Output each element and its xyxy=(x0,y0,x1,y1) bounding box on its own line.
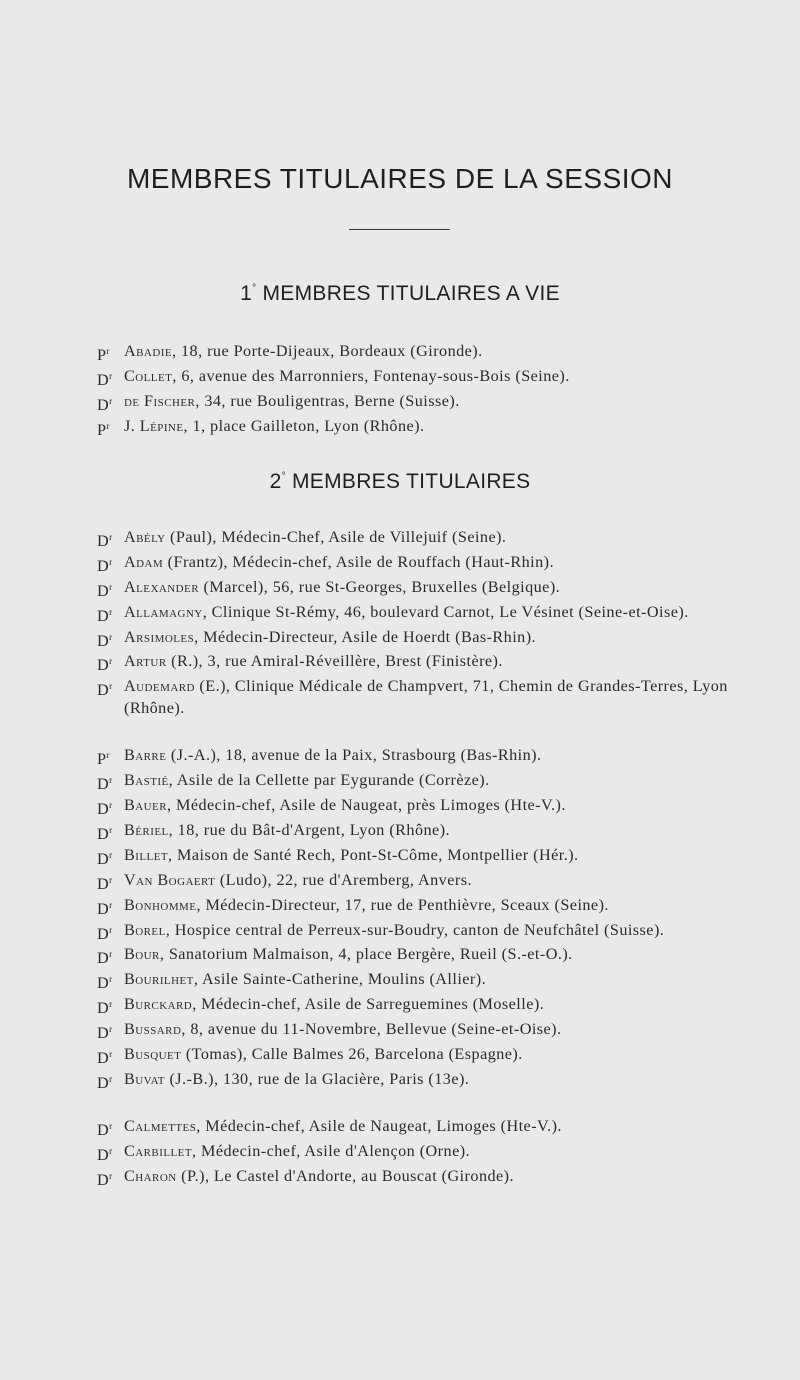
member-entry xyxy=(97,968,737,993)
member-title: $D^r$ xyxy=(97,681,113,700)
member-title: $D^r$ xyxy=(97,999,113,1018)
member-title: $D^r$ xyxy=(97,825,113,844)
member-name: Alexander xyxy=(124,577,200,596)
member-title: $D^r$ xyxy=(97,1024,113,1043)
member-details: (P.), Le Castel d'Andorte, au Bouscat (Gironde). xyxy=(176,1166,515,1185)
member-details: , Hospice central de Perreux-sur-Boudry, canton de Neufchâtel (Suisse). xyxy=(165,920,665,939)
page-title: MEMBRES TITULAIRES DE LA SESSION xyxy=(126,163,674,194)
member-title: $D^r$ xyxy=(97,1170,113,1189)
member-title: $D^r$ xyxy=(97,656,113,675)
section-title-titulaires-a-vie xyxy=(0,282,800,306)
member-details: , 34, rue Bouligentras, Berne (Suisse). xyxy=(195,391,460,410)
member-title: $D^r$ xyxy=(97,606,113,625)
member-entry xyxy=(97,1115,737,1137)
member-title: $D^r$ xyxy=(97,899,113,918)
member-entry xyxy=(97,1043,737,1068)
member-entry xyxy=(97,390,737,412)
member-details: (J.-A.), 18, avenue de la Paix, Strasbourg (Bas-Rhin). xyxy=(166,746,542,765)
member-title: $D^r$ xyxy=(97,1073,113,1092)
member-entry xyxy=(97,819,737,844)
member-entry xyxy=(97,1018,737,1043)
member-name: Carbillet xyxy=(124,1141,193,1160)
member-name: Bour xyxy=(124,945,160,964)
member-details: (Frantz), Médecin-chef, Asile de Rouffach (Haut-Rhin). xyxy=(163,552,554,571)
member-name: Busquet xyxy=(124,1045,182,1064)
member-name: Bonhomme xyxy=(124,895,197,914)
member-title: $D^r$ xyxy=(97,849,113,868)
member-entry xyxy=(97,894,737,916)
member-name: Borel xyxy=(124,920,166,939)
section-title-titulaires xyxy=(0,470,800,494)
member-details: , 1, place Gailleton, Lyon (Rhône). xyxy=(183,416,425,435)
member-name: Arsimoles xyxy=(124,627,195,646)
member-name: Burckard xyxy=(124,995,193,1014)
member-details: , 8, avenue du 11-Novembre, Bellevue (Seine-et-Oise). xyxy=(181,1020,562,1039)
member-name: Billet xyxy=(124,845,169,864)
member-name: Bourilhet xyxy=(124,970,194,989)
section-heading: MEMBRES TITULAIRES xyxy=(292,470,531,493)
member-details: , Médecin-chef, Asile d'Alençon (Orne). xyxy=(192,1141,471,1160)
member-title: $D^r$ xyxy=(97,1049,113,1068)
member-name: Audemard xyxy=(124,677,195,696)
title-divider xyxy=(349,229,450,230)
member-details: (Marcel), 56, rue St-Georges, Bruxelles (Belgique). xyxy=(199,577,561,596)
member-details: , Sanatorium Malmaison, 4, place Bergère, Rueil (S.-et-O.). xyxy=(159,945,573,964)
member-title: $D^r$ xyxy=(97,395,113,414)
member-name: Collet xyxy=(124,366,173,385)
member-title: $D^r$ xyxy=(97,775,113,794)
member-title: $D^r$ xyxy=(97,924,113,943)
member-details: (Paul), Médecin-Chef, Asile de Villejuif (Seine). xyxy=(165,528,507,546)
member-name: Abadie xyxy=(124,342,172,360)
member-entry xyxy=(97,1068,737,1090)
member-entry xyxy=(97,943,737,968)
member-entry xyxy=(97,626,737,648)
member-entry xyxy=(97,744,737,769)
member-name: Barre xyxy=(124,746,167,765)
member-details: , Asile de la Cellette par Eygurande (Corrèze). xyxy=(168,771,490,790)
member-name: J. Lépine xyxy=(124,416,184,435)
member-title: $D^r$ xyxy=(97,800,113,819)
member-title: $D^r$ xyxy=(97,532,113,550)
member-name: Allamagny xyxy=(124,602,203,621)
member-details: (J.-B.), 130, rue de la Glacière, Paris (13e). xyxy=(164,1069,470,1088)
member-details: , Médecin-chef, Asile de Naugeat, Limoges (Hte-V.). xyxy=(196,1116,562,1135)
member-details: , 18, rue du Bât-d'Argent, Lyon (Rhône). xyxy=(168,821,451,840)
member-entry xyxy=(97,526,737,548)
member-title: $D^r$ xyxy=(97,556,113,575)
member-name: Artur xyxy=(124,652,167,671)
member-details: , Médecin-chef, Asile de Naugeat, près Limoges (Hte-V.). xyxy=(167,796,566,815)
member-entry xyxy=(97,919,737,941)
member-entry xyxy=(97,340,737,362)
section-number: 1° xyxy=(240,282,257,305)
member-entry xyxy=(97,844,737,866)
member-details: , 18, rue Porte-Dijeaux, Bordeaux (Gironde). xyxy=(172,342,483,360)
member-entry xyxy=(97,415,737,437)
member-entry xyxy=(97,650,737,675)
member-name: de Fischer xyxy=(124,391,196,410)
section-heading: MEMBRES TITULAIRES A VIE xyxy=(262,282,560,305)
member-entry xyxy=(97,1165,737,1187)
member-title: $D^r$ xyxy=(97,974,113,993)
member-details: , Clinique St-Rémy, 46, boulevard Carnot, Le Vésinet (Seine-et-Oise). xyxy=(202,602,689,621)
member-title: $P^r$ xyxy=(97,346,110,364)
member-title: $D^r$ xyxy=(97,581,113,600)
member-details: , 6, avenue des Marronniers, Fontenay-sous-Bois (Seine). xyxy=(172,366,570,385)
member-name: Calmettes xyxy=(124,1116,197,1135)
member-name: Charon xyxy=(124,1166,177,1185)
member-details: , Médecin-chef, Asile de Sarreguemines (Moselle). xyxy=(192,995,545,1014)
member-details: (E.), Clinique Médicale de Champvert, 71, Chemin de Grandes-Terres, Lyon (Rhône). xyxy=(124,677,728,718)
member-title: $P^r$ xyxy=(97,420,110,439)
member-entry xyxy=(97,993,737,1018)
member-title: $D^r$ xyxy=(97,1120,113,1139)
member-details: , Médecin-Directeur, 17, rue de Penthièvre, Sceaux (Seine). xyxy=(196,895,609,914)
member-entry xyxy=(97,675,737,719)
member-details: (R.), 3, rue Amiral-Réveillère, Brest (Finistère). xyxy=(166,652,503,671)
member-entry xyxy=(97,1140,737,1162)
section-number: 2° xyxy=(269,470,286,493)
members-list-titulaires xyxy=(97,526,737,1190)
member-details: (Ludo), 22, rue d'Aremberg, Anvers. xyxy=(215,870,472,889)
members-list-titulaires-a-vie xyxy=(97,340,737,440)
member-name: Adam xyxy=(124,552,164,571)
member-details: , Médecin-Directeur, Asile de Hoerdt (Bas-Rhin). xyxy=(194,627,537,646)
member-title: $D^r$ xyxy=(97,874,113,893)
member-entry xyxy=(97,601,737,623)
member-entry xyxy=(97,551,737,573)
member-name: Bastié xyxy=(124,771,169,790)
member-entry xyxy=(97,365,737,387)
member-title: $D^r$ xyxy=(97,631,113,650)
member-entry xyxy=(97,794,737,819)
member-title: $D^r$ xyxy=(97,949,113,968)
member-entry xyxy=(97,769,737,794)
member-title: $D^r$ xyxy=(97,1145,113,1164)
member-title: $D^r$ xyxy=(97,370,113,389)
member-name: Bauer xyxy=(124,796,167,815)
member-details: , Maison de Santé Rech, Pont-St-Côme, Montpellier (Hér.). xyxy=(168,845,579,864)
member-details: (Tomas), Calle Balmes 26, Barcelona (Espagne). xyxy=(181,1045,523,1064)
member-title: $P^r$ xyxy=(97,750,110,769)
member-name: Van Bogaert xyxy=(124,870,216,889)
member-details: , Asile Sainte-Catherine, Moulins (Allier). xyxy=(193,970,487,989)
member-name: Bériel xyxy=(124,821,169,840)
member-entry xyxy=(97,869,737,891)
member-name: Bussard xyxy=(124,1020,182,1039)
member-name: Buvat xyxy=(124,1069,165,1088)
member-name: Abély xyxy=(124,528,166,546)
member-entry xyxy=(97,576,737,598)
